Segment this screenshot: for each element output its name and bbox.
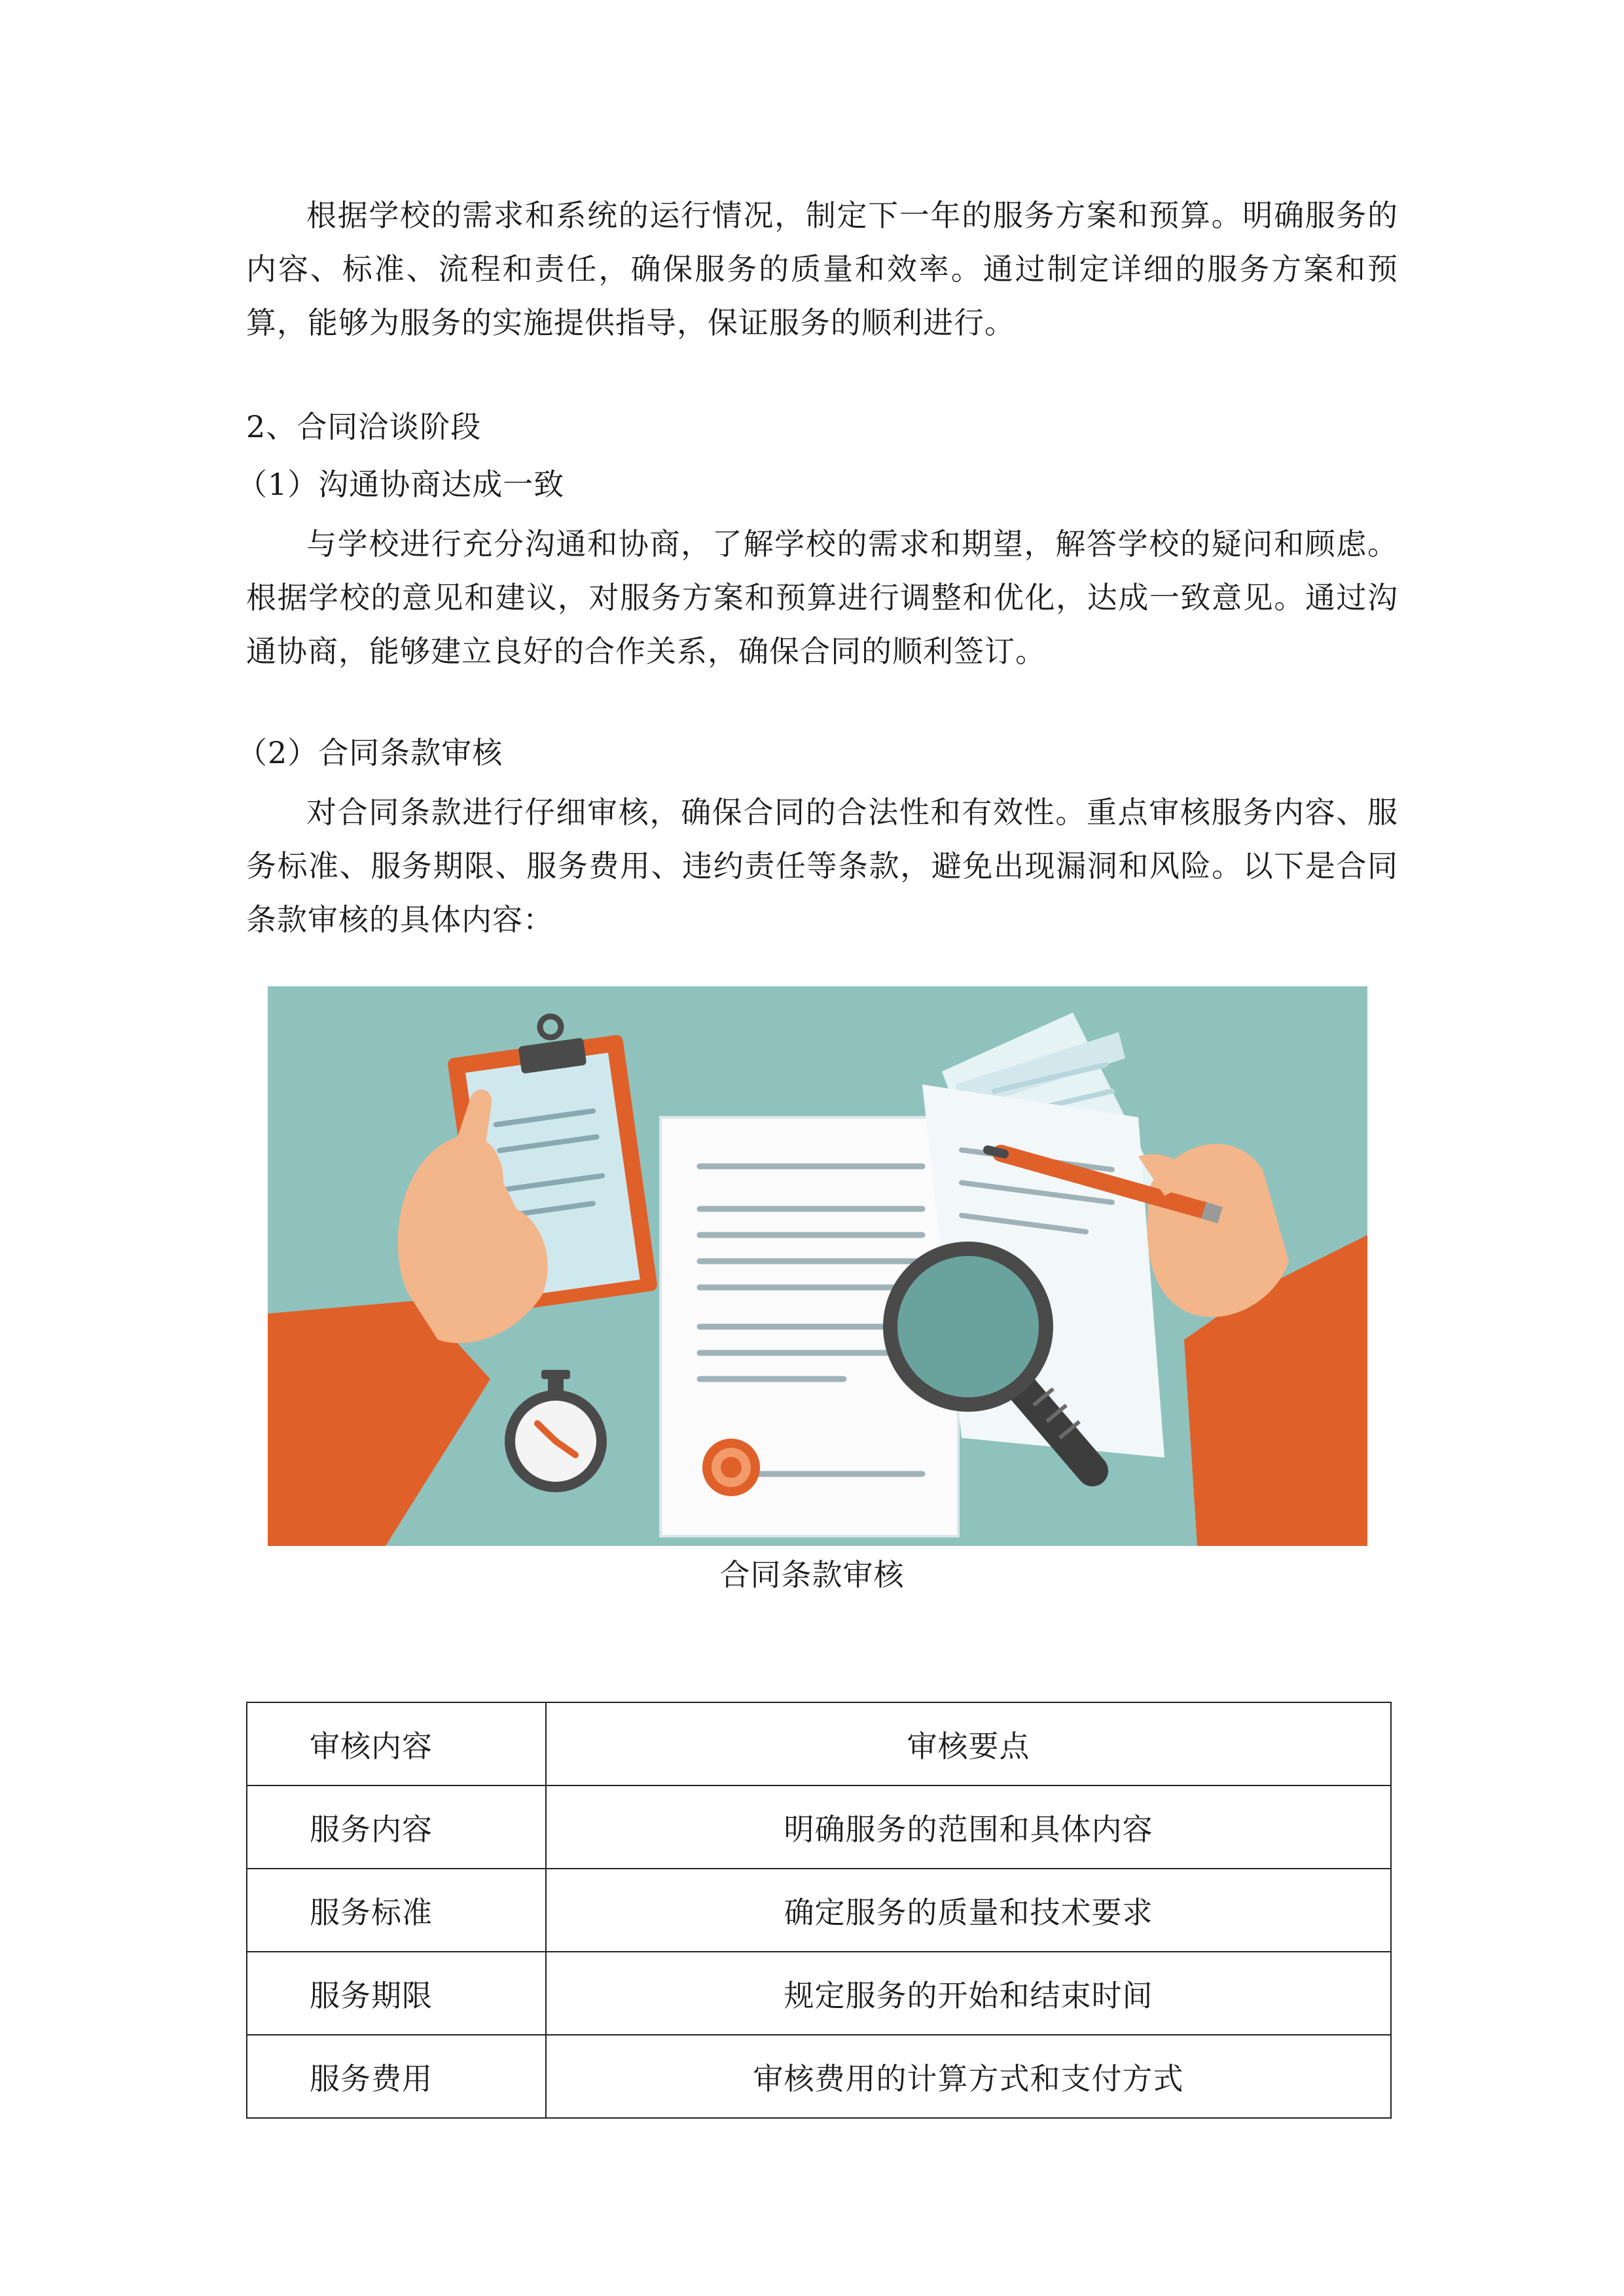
- paragraph-clause-review: 对合同条款进行仔细审核，确保合同的合法性和有效性。重点审核服务内容、服务标准、服务期限、服务费用、违约责任等条款，避免出现漏洞和风险。以下是合同条款审核的具体内容：: [246, 795, 1398, 937]
- table-header-cell: 审核内容: [247, 1702, 546, 1785]
- table-cell: 确定服务的质量和技术要求: [546, 1869, 1391, 1952]
- table-cell: 服务期限: [247, 1952, 546, 2035]
- section-heading-contract-negotiation: 2、合同洽谈阶段: [246, 409, 482, 444]
- contract-review-illustration: [268, 986, 1367, 1546]
- table-cell: 审核费用的计算方式和支付方式: [546, 2035, 1391, 2118]
- table-cell: 规定服务的开始和结束时间: [546, 1952, 1391, 2035]
- subheading-clause-review: （2）合同条款审核: [237, 735, 503, 770]
- subheading-communication: （1）沟通协商达成一致: [237, 467, 565, 502]
- stopwatch-icon: [505, 1370, 607, 1492]
- paragraph-communication: 与学校进行充分沟通和协商，了解学校的需求和期望，解答学校的疑问和顾虑。根据学校的意见和建议，对服务方案和预算进行调整和优化，达成一致意见。通过沟通协商，能够建立良好的合作关系，确保合同的顺利签订。: [246, 526, 1398, 669]
- table-row: [247, 1952, 1391, 2035]
- paragraph-service-plan: 根据学校的需求和系统的运行情况，制定下一年的服务方案和预算。明确服务的内容、标准、流程和责任，确保服务的质量和效率。通过制定详细的服务方案和预算，能够为服务的实施提供指导，保证服务的顺利进行。: [246, 198, 1398, 340]
- table-cell: 服务费用: [247, 2035, 546, 2118]
- table-header-row: [247, 1702, 1391, 1785]
- clause-review-table: [246, 1702, 1392, 2119]
- table-row: [247, 1785, 1391, 1869]
- table-row: [247, 2035, 1391, 2118]
- table-cell: 明确服务的范围和具体内容: [546, 1785, 1391, 1869]
- table-cell: 服务内容: [247, 1785, 546, 1869]
- table-header-cell: 审核要点: [546, 1702, 1391, 1785]
- figure-caption: 合同条款审核: [719, 1557, 905, 1592]
- table-cell: 服务标准: [247, 1869, 546, 1952]
- table-row: [247, 1869, 1391, 1952]
